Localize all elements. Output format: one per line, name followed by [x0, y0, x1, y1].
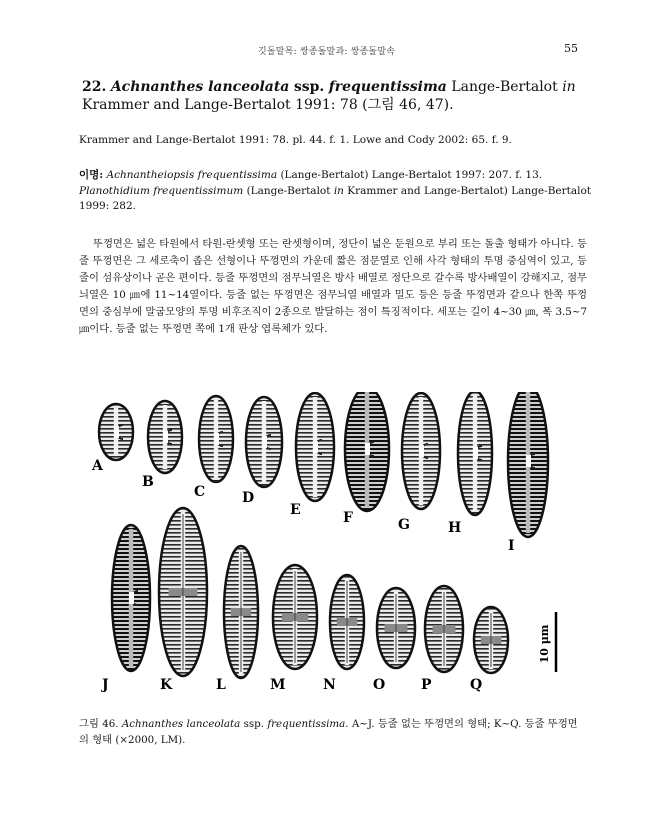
running-head: 깃돌말목: 쌍종돌말과: 쌍종돌말속 [258, 47, 396, 57]
ssp-label: ssp. [293, 79, 325, 95]
diatom-valve-a [99, 404, 133, 460]
synonym-2-in: in [333, 184, 344, 197]
caption-ssp: ssp. [243, 718, 265, 730]
diatom-plate [78, 392, 584, 704]
ssp-name: frequentissima [328, 79, 447, 95]
scale-bar [538, 612, 556, 672]
diatom-valve-n [330, 575, 364, 669]
panel-label-i: I [508, 538, 515, 554]
synonym-2-rest: Krammer and Lange-Bertalot) Lange-Bertalot 1999: 282. [79, 184, 592, 212]
diatom-valve-f [345, 392, 389, 511]
diatom-valve-h [458, 392, 492, 515]
diatom-valve-l [224, 546, 258, 678]
panel-label-b: B [142, 474, 154, 490]
caption-ssp-name: frequentissima. [267, 718, 349, 730]
panel-label-g: G [398, 517, 410, 533]
diatom-valve-b [148, 401, 182, 473]
description-paragraph [79, 236, 587, 338]
panel-label-k: K [160, 677, 173, 693]
panel-label-n: N [323, 677, 336, 693]
author-1: Lange-Bertalot [451, 79, 558, 95]
panel-label-e: E [290, 502, 301, 518]
diatom-valve-g [402, 393, 440, 509]
panel-label-p: P [421, 677, 432, 693]
panel-label-j: J [102, 677, 109, 693]
diatom-valve-j [112, 525, 150, 671]
synonym-1-name: Achnantheiopsis frequentissima [106, 169, 278, 181]
diatom-valve-d [246, 397, 282, 487]
diatom-valve-i [508, 392, 548, 537]
caption-rest: A~J. 등줄 없는 뚜껑면의 형태; K~Q. 등줄 뚜껑면의 형태 (×2000, LM). [79, 718, 578, 746]
panel-label-o: O [373, 677, 386, 693]
diatom-valve-e [296, 393, 334, 501]
panel-label-q: Q [470, 677, 483, 693]
diatom-valve-m [273, 565, 317, 669]
synonym-2-mid: (Lange-Bertalot [246, 184, 331, 197]
description-text: 뚜껑면은 넓은 타원에서 타원-란셋형 또는 란셋형이며, 정단이 넓은 둔원으로 부리 또는 돌출 형태가 아니다. 등줄 뚜껑면은 그 세로축이 좁은 선형이나 뚜껑면의 가운데 짧은 점문열로 인해 사각 형태의 투명 중심역이 있고, 등줄이 섬유상이나 곧은 편이다. 등줄 뚜껑면의 점무늬열은 방사 배열로 정단으로 갈수록 방사배열이 강해지고, 점무늬열은 10 ㎛에 11~14열이다. 등줄 없는 뚜껑면은 점무늬열 배열과 밀도 등은 등줄 뚜껑면과 같으나 한쪽 뚜껑면의 중심부에 말굽모양의 투명 비후조직이 2종으로 발달하는 점이 특징적이다. 세포는 길이 4~30 ㎛, 폭 3.5~7 ㎛이다. 등줄 없는 뚜껑면 쪽에 1개 판상 엽록체가 있다. [79, 238, 587, 335]
species-name: Achnanthes lanceolata [110, 79, 290, 95]
page-number: 55 [564, 42, 578, 55]
diatom-valve-o [377, 588, 415, 668]
diatom-valve-c [199, 396, 233, 482]
author-2: Krammer and Lange-Bertalot 1991: 78 (그림 46, 47). [82, 97, 454, 113]
diatom-valve-p [425, 586, 463, 672]
synonym-2-name: Planothidium frequentissimum [79, 184, 244, 197]
diatom-valve-k [159, 508, 207, 676]
caption-taxon: Achnanthes lanceolata [121, 718, 241, 730]
panel-label-c: C [194, 484, 206, 500]
scale-bar-label: 10 μm [538, 624, 551, 664]
diatom-valve-q [474, 607, 508, 673]
panel-label-l: L [216, 677, 226, 693]
panel-label-f: F [343, 510, 353, 526]
panel-label-h: H [448, 520, 462, 536]
panel-label-m: M [270, 677, 286, 693]
synonym-label: 이명: [79, 169, 104, 181]
panel-label-d: D [242, 490, 255, 506]
entry-title [82, 78, 582, 114]
caption-prefix: 그림 46. [79, 718, 119, 730]
synonym-1-rest: (Lange-Bertalot) Lange-Bertalot 1997: 207. f. 13. [280, 169, 543, 181]
figure-caption [79, 716, 587, 748]
figure-46 [78, 392, 584, 704]
in-word: in [562, 79, 576, 95]
entry-number: 22. [82, 79, 107, 95]
synonyms [79, 168, 594, 215]
panel-label-a: A [92, 458, 103, 474]
references: Krammer and Lange-Bertalot 1991: 78. pl. 44. f. 1. Lowe and Cody 2002: 65. f. 9. [79, 134, 512, 146]
